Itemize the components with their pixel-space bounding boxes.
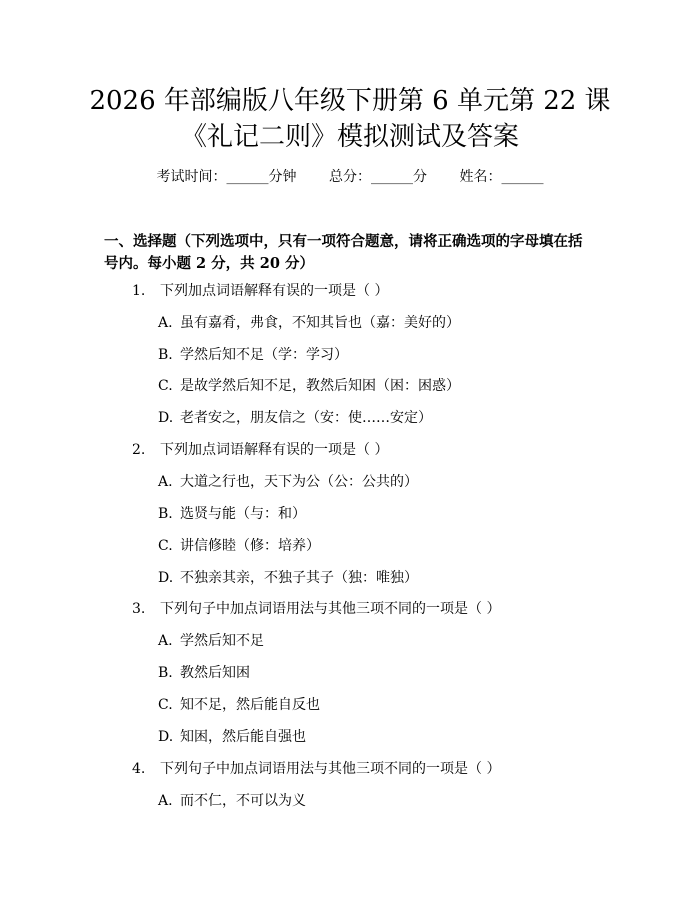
- question-number: 1.: [132, 283, 146, 299]
- option: [158, 504, 306, 524]
- document-title-line2: 《礼记二则》模拟测试及答案: [180, 122, 519, 152]
- option-text: 而不仁，不可以为义: [180, 793, 306, 809]
- option-text: 不独亲其亲，不独子其子（独：唯独）: [180, 570, 418, 586]
- option-letter: A.: [158, 474, 173, 490]
- option-letter: C.: [158, 697, 173, 713]
- question: [132, 759, 500, 779]
- option-letter: A.: [158, 315, 173, 331]
- option: [158, 791, 306, 811]
- option: [158, 408, 432, 428]
- option-letter: A.: [158, 633, 173, 649]
- option-letter: B.: [158, 347, 173, 363]
- option: [158, 663, 250, 683]
- option: [158, 695, 320, 715]
- option-letter: C.: [158, 378, 173, 394]
- exam-time: 考试时间：______分钟: [156, 169, 297, 185]
- option-text: 大道之行也，天下为公（公：公共的）: [180, 474, 418, 490]
- option-letter: D.: [158, 570, 174, 586]
- question: [132, 440, 388, 460]
- option: [158, 313, 460, 333]
- option-text: 虽有嘉肴，弗食，不知其旨也（嘉：美好的）: [180, 315, 460, 331]
- option: [158, 727, 306, 747]
- option-text: 选贤与能（与：和）: [180, 506, 306, 522]
- option-letter: C.: [158, 538, 173, 554]
- option: [158, 631, 264, 651]
- question-number: 4.: [132, 761, 146, 777]
- option-letter: B.: [158, 665, 173, 681]
- option: [158, 472, 418, 492]
- option: [158, 568, 418, 588]
- option-text: 老者安之，朋友信之（安：使……安定）: [180, 410, 432, 426]
- option-text: 知困，然后能自强也: [180, 729, 306, 745]
- option-letter: A.: [158, 793, 173, 809]
- exam-total-score: 总分：______分: [329, 169, 427, 185]
- option-text: 是故学然后知不足，教然后知困（困：困惑）: [180, 378, 460, 394]
- option-text: 学然后知不足: [180, 633, 264, 649]
- document-title-line1: 2026 年部编版八年级下册第 6 单元第 22 课: [89, 86, 611, 116]
- option-text: 知不足，然后能自反也: [180, 697, 320, 713]
- question: [132, 599, 500, 619]
- exam-name: 姓名：______: [459, 169, 544, 185]
- section-heading: 一、选择题（下列选项中，只有一项符合题意，请将正确选项的字母填在括号内。每小题 2 分，共 20 分）: [104, 233, 583, 272]
- option-letter: D.: [158, 410, 174, 426]
- option-letter: D.: [158, 729, 174, 745]
- option-letter: B.: [158, 506, 173, 522]
- question-text: 下列句子中加点词语用法与其他三项不同的一项是（ ）: [160, 601, 501, 617]
- question-text: 下列句子中加点词语用法与其他三项不同的一项是（ ）: [160, 761, 501, 777]
- option-text: 教然后知困: [180, 665, 250, 681]
- question-number: 2.: [132, 442, 146, 458]
- question-number: 3.: [132, 601, 146, 617]
- question-text: 下列加点词语解释有误的一项是（ ）: [160, 442, 389, 458]
- option: [158, 536, 320, 556]
- question-text: 下列加点词语解释有误的一项是（ ）: [160, 283, 389, 299]
- option-text: 学然后知不足（学：学习）: [180, 347, 348, 363]
- option-text: 讲信修睦（修：培养）: [180, 538, 320, 554]
- exam-info: [0, 167, 700, 187]
- option: [158, 345, 348, 365]
- question: [132, 281, 388, 301]
- option: [158, 376, 460, 396]
